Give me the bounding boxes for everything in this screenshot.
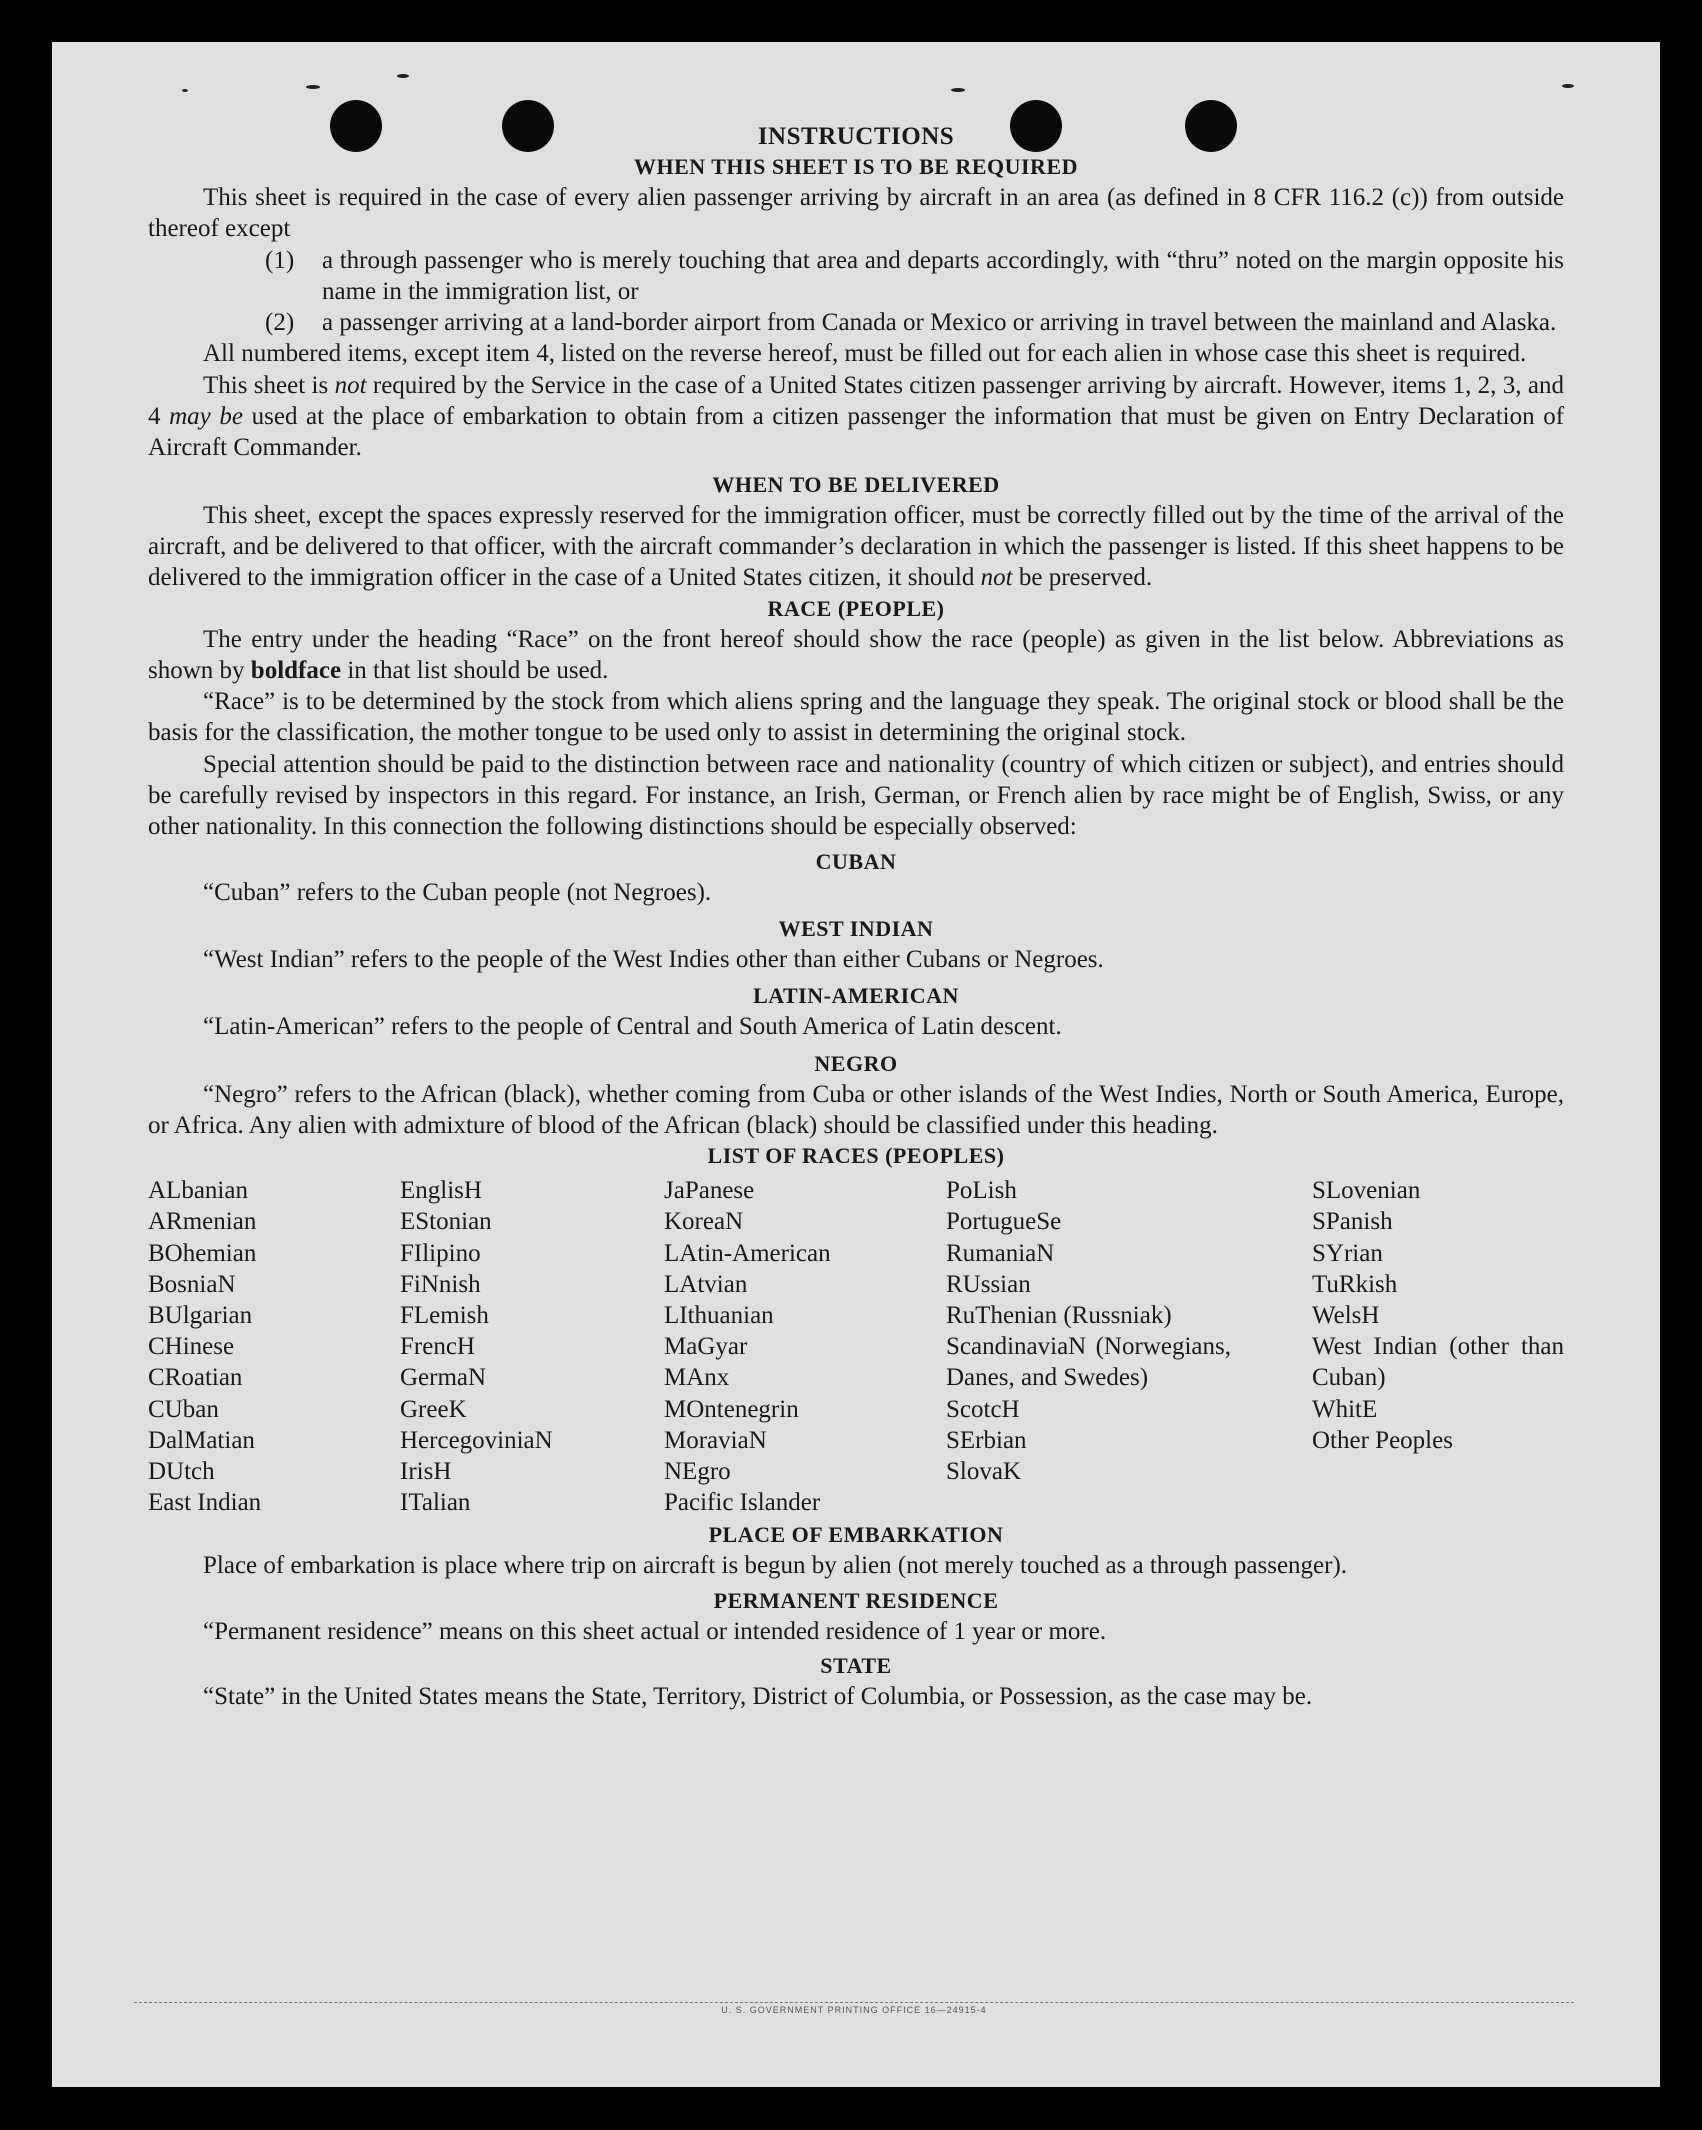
printer-imprint: U. S. GOVERNMENT PRINTING OFFICE 16—24915-4 [134,2002,1574,2015]
section-heading-cuban: CUBAN [815,848,897,874]
instructions-body [148,122,1564,1712]
race-entry: BosniaN [148,1270,236,1298]
race-entry: GreeK [400,1395,467,1423]
state-text: “State” in the United States means the State, Territory, District of Columbia, or Possession, as the case may be. [203,1682,1313,1710]
race-entry: WhitE [1312,1395,1378,1423]
section-heading-negro: NEGRO [814,1050,898,1076]
race-entry: ScandinaviaN (Norwegians, Danes, and Swedes) [946,1333,1231,1392]
race-entry: MoraviaN [664,1426,767,1454]
section-heading-race: RACE (PEOPLE) [767,595,945,621]
race-entry: ALbanian [148,1177,248,1205]
section-heading-required: WHEN THIS SHEET IS TO BE REQUIRED [633,154,1079,179]
item-number: (1) [265,246,295,274]
race-entry: WelsH [1312,1301,1380,1329]
race-entry: EStonian [400,1208,492,1236]
page-title: INSTRUCTIONS [757,123,955,150]
section-heading-latin-american: LATIN-AMERICAN [753,983,959,1009]
race-entry: GermaN [400,1364,487,1392]
race-entry: FiNnish [400,1270,481,1298]
section-heading-permanent-residence: PERMANENT RESIDENCE [713,1587,999,1613]
race-entry: BOhemian [148,1239,257,1267]
required-paragraph-2: All numbered items, except item 4, listed on the reverse hereof, must be filled out for each alien in whose case this sheet is required. [203,340,1527,368]
races-column-5 [1312,1175,1564,1518]
race-entry: MaGyar [664,1333,748,1361]
item-text: a passenger arriving at a land-border airport from Canada or Mexico or arriving in travel between the mainland and Alaska. [322,309,1557,337]
race-entry: EnglisH [400,1177,482,1205]
race-entry: KoreaN [664,1208,744,1236]
negro-text: “Negro” refers to the African (black), whether coming from Cuba or other islands of the West Indies, North or South America, Europe, or Africa. Any alien with admixture of blood of the African (black) should be classified under this heading. [148,1080,1564,1139]
race-entry: DUtch [148,1457,215,1485]
required-paragraph-3: This sheet is not required by the Service in the case of a United States citizen passenger arriving by aircraft. However, items 1, 2, 3, and 4 may be used at the place of embarkation to obtain from a citizen passenger the information that must be given on Entry Declaration of Aircraft Commander. [148,371,1565,462]
race-entry: FrencH [400,1333,475,1361]
section-heading-embarkation: PLACE OF EMBARKATION [708,1522,1004,1548]
race-entry: LIthuanian [664,1301,774,1329]
race-entry: RumaniaN [946,1239,1055,1267]
race-entry: FIlipino [400,1239,481,1267]
race-entry: MAnx [664,1364,730,1392]
races-column-4 [946,1175,1312,1518]
race-entry: RUssian [946,1270,1031,1298]
race-paragraph-1: The entry under the heading “Race” on the front hereof should show the race (people) as given in the list below. Abbreviations as shown by boldface in that list should be used. [148,625,1564,684]
race-paragraph-2: “Race” is to be determined by the stock from which aliens spring and the language they speak. The original stock or blood shall be the basis for the classification, the mother tongue to be used only to assist in determining the original stock. [148,688,1564,747]
exception-item [148,307,1564,338]
race-entry: FLemish [400,1301,489,1329]
race-entry: Other Peoples [1312,1426,1453,1454]
required-intro: This sheet is required in the case of every alien passenger arriving by aircraft in an area (as defined in 8 CFR 116.2 (c)) from outside thereof except [148,184,1564,243]
race-paragraph-3: Special attention should be paid to the distinction between race and nationality (country of which citizen or subject), and entries should be carefully revised by inspectors in this regard. For instance, an Irish, German, or French alien by race might be of English, Swiss, or any other nationality. In this connection the following distinctions should be especially observed: [148,750,1564,841]
section-heading-west-indian: WEST INDIAN [778,915,934,941]
embarkation-text: Place of embarkation is place where trip on aircraft is begun by alien (not merely touched as a through passenger). [203,1552,1348,1580]
latin-american-text: “Latin-American” refers to the people of Central and South America of Latin descent. [203,1013,1062,1041]
permanent-residence-text: “Permanent residence” means on this sheet actual or intended residence of 1 year or more. [203,1617,1107,1645]
race-entry: CRoatian [148,1364,243,1392]
section-heading-state: STATE [820,1652,892,1678]
race-entry: Pacific Islander [664,1489,821,1517]
race-entry: JaPanese [664,1177,755,1205]
race-entry: SYrian [1312,1239,1383,1267]
race-entry: DalMatian [148,1426,255,1454]
race-entry: LAtin-American [664,1239,831,1267]
race-entry: SLovenian [1312,1177,1421,1205]
races-list [148,1175,1564,1518]
race-entry: ARmenian [148,1208,257,1236]
race-entry: LAtvian [664,1270,748,1298]
race-entry: East Indian [148,1489,262,1517]
section-heading-list-of-races: LIST OF RACES (PEOPLES) [707,1143,1005,1169]
race-entry: PortugueSe [946,1208,1062,1236]
race-entry: ScotcH [946,1395,1020,1423]
item-text: a through passenger who is merely touching that area and departs accordingly, with “thru” noted on the margin opposite his name in the immigration list, or [322,246,1564,305]
race-entry: HercegoviniaN [400,1426,553,1454]
race-entry: CUban [148,1395,219,1423]
section-heading-delivered: WHEN TO BE DELIVERED [712,471,1000,497]
race-entry: TuRkish [1312,1270,1398,1298]
races-column-1 [148,1175,400,1518]
race-entry: MOntenegrin [664,1395,799,1423]
item-number: (2) [265,309,295,337]
race-entry: PoLish [946,1177,1017,1205]
races-column-3 [664,1175,946,1518]
race-entry: CHinese [148,1333,235,1361]
race-entry: ITalian [400,1489,471,1517]
document-page [52,42,1660,2087]
race-entry: SPanish [1312,1208,1393,1236]
race-entry: West Indian (other than Cuban) [1312,1333,1564,1392]
race-entry: NEgro [664,1457,731,1485]
exception-item [148,245,1564,308]
cuban-text: “Cuban” refers to the Cuban people (not Negroes). [203,878,712,906]
race-entry: RuThenian (Russniak) [946,1301,1172,1329]
race-entry: IrisH [400,1457,452,1485]
races-column-2 [400,1175,664,1518]
race-entry: BUlgarian [148,1301,253,1329]
race-entry: SlovaK [946,1457,1021,1485]
race-entry: SErbian [946,1426,1027,1454]
delivered-text: This sheet, except the spaces expressly reserved for the immigration officer, must be correctly filled out by the time of the arrival of the aircraft, and be delivered to that officer, with the aircraft commander’s declaration in which the passenger is listed. If this sheet happens to be delivered to the immigration officer in the case of a United States citizen, it should not be preserved. [148,501,1564,592]
west-indian-text: “West Indian” refers to the people of the West Indies other than either Cubans or Negroes. [203,945,1104,973]
